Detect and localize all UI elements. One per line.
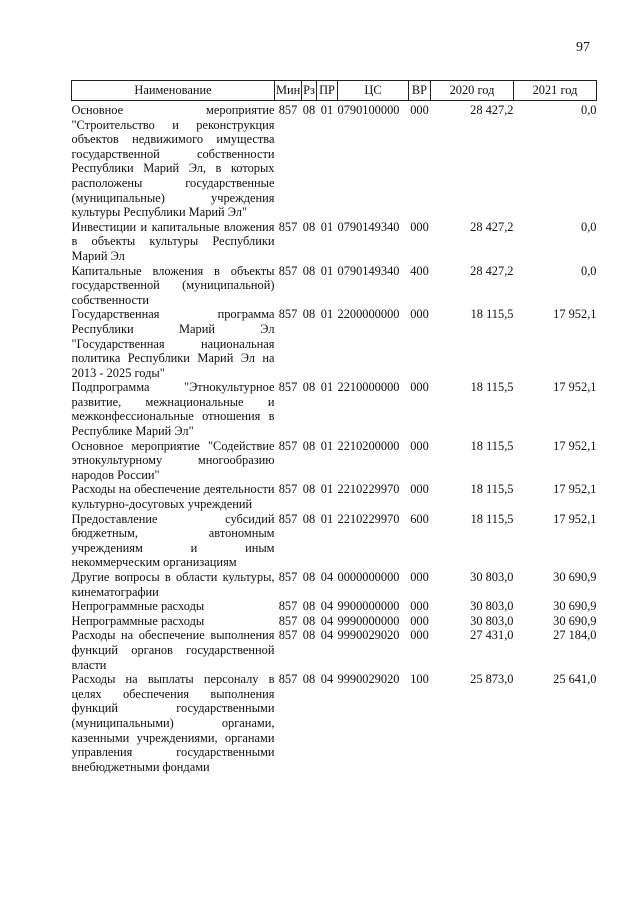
cell-y2021: 17 952,1 <box>553 307 597 322</box>
cell-y2021: 17 952,1 <box>553 482 597 497</box>
cell-min: 857 <box>278 307 298 322</box>
cell-vr: 000 <box>410 613 429 628</box>
cell-vr: 000 <box>410 438 429 453</box>
cell-y2021: 17 952,1 <box>553 438 597 453</box>
table-row <box>72 103 597 220</box>
cell-name: Подпрограмма "Этнокультурное развитие, межнациональные и межконфессиональные отношения в Республике Марий Эл" <box>71 380 275 439</box>
cell-cs: 9990029020 <box>337 628 400 643</box>
cell-min: 857 <box>278 438 298 453</box>
cell-name: Основное мероприятие "Строительство и реконструкция объектов недвижимого имущества государственной собственности Республики Марий Эл, в которых расположены государственные (муниципальные) учреждения культуры Республики Марий Эл" <box>71 103 275 220</box>
cell-pr: 01 <box>320 482 334 497</box>
cell-min: 857 <box>278 628 298 643</box>
cell-rz: 08 <box>302 103 316 117</box>
cell-y2020: 18 115,5 <box>470 482 514 497</box>
cell-min: 857 <box>278 482 298 497</box>
cell-rz: 08 <box>302 599 316 614</box>
cell-vr: 000 <box>410 103 429 117</box>
cell-rz: 08 <box>302 438 316 453</box>
cell-min: 857 <box>278 613 298 628</box>
cell-y2020: 27 431,0 <box>470 628 514 643</box>
cell-y2021: 17 952,1 <box>553 380 597 395</box>
cell-name: Предоставление субсидий бюджетным, автономным учреждениям и иным некоммерческим организациям <box>71 511 275 570</box>
table-row <box>72 628 597 672</box>
table-row <box>72 599 597 614</box>
cell-min: 857 <box>278 599 298 614</box>
cell-pr: 01 <box>320 511 334 526</box>
cell-cs: 0000000000 <box>337 570 400 584</box>
cell-y2021: 30 690,9 <box>553 599 597 614</box>
cell-cs: 2210200000 <box>337 438 400 453</box>
cell-vr: 100 <box>410 672 429 687</box>
cell-y2021: 30 690,9 <box>553 613 597 628</box>
cell-y2020: 18 115,5 <box>470 307 514 322</box>
header-name: Наименование <box>72 81 275 101</box>
cell-name: Расходы на обеспечение выполнения функций органов государственной власти <box>71 628 275 672</box>
header-min: Мин <box>275 81 302 101</box>
cell-y2021: 17 952,1 <box>553 511 597 526</box>
cell-name: Инвестиции и капитальные вложения в объекты культуры Республики Марий Эл <box>71 219 275 263</box>
cell-y2021: 0,0 <box>581 263 597 278</box>
cell-name: Капитальные вложения в объекты государственной (муниципальной) собственности <box>71 263 275 307</box>
cell-rz: 08 <box>302 628 316 643</box>
cell-cs: 0790149340 <box>337 263 400 278</box>
cell-rz: 08 <box>302 263 316 278</box>
cell-rz: 08 <box>302 613 316 628</box>
cell-vr: 000 <box>410 628 429 643</box>
cell-name: Основное мероприятие "Содействие этнокультурному многообразию народов России" <box>71 438 275 482</box>
cell-cs: 9990029020 <box>337 672 400 687</box>
cell-min: 857 <box>278 511 298 526</box>
cell-name: Расходы на выплаты персоналу в целях обеспечения выполнения функций государственными (муниципальными) органами, казенными учреждениями, органами управления государственными внебюджетными фондами <box>71 672 275 774</box>
cell-vr: 600 <box>410 511 429 526</box>
table-row <box>72 307 597 380</box>
cell-pr: 04 <box>320 613 334 628</box>
cell-y2020: 30 803,0 <box>470 599 514 614</box>
cell-min: 857 <box>278 263 298 278</box>
cell-name: Государственная программа Республики Марий Эл "Государственная национальная политика Республики Марий Эл на 2013 - 2025 годы" <box>71 307 275 380</box>
cell-cs: 9900000000 <box>337 599 400 614</box>
cell-y2021: 0,0 <box>581 219 597 234</box>
header-2021: 2021 год <box>514 81 597 101</box>
cell-pr: 04 <box>320 599 334 614</box>
cell-rz: 08 <box>302 672 316 687</box>
header-cs: ЦС <box>338 81 409 101</box>
cell-vr: 000 <box>410 599 429 614</box>
cell-y2021: 30 690,9 <box>553 570 597 584</box>
cell-y2020: 28 427,2 <box>470 263 514 278</box>
cell-vr: 000 <box>410 482 429 497</box>
cell-y2020: 30 803,0 <box>470 570 514 584</box>
cell-cs: 2210000000 <box>337 380 400 395</box>
cell-rz: 08 <box>302 482 316 497</box>
cell-vr: 400 <box>410 263 429 278</box>
table-row <box>72 512 597 570</box>
cell-cs: 2200000000 <box>337 307 400 322</box>
table-row <box>72 220 597 264</box>
cell-y2021: 27 184,0 <box>553 628 597 643</box>
cell-cs: 0790149340 <box>337 219 400 234</box>
cell-y2020: 18 115,5 <box>470 438 514 453</box>
header-vr: ВР <box>409 81 431 101</box>
cell-name: Непрограммные расходы <box>71 599 205 614</box>
cell-rz: 08 <box>302 219 316 234</box>
table-row <box>72 264 597 308</box>
cell-y2020: 25 873,0 <box>470 672 514 687</box>
cell-y2020: 28 427,2 <box>470 103 514 117</box>
table-row <box>72 614 597 629</box>
page-number: 97 <box>576 40 590 55</box>
cell-pr: 01 <box>320 438 334 453</box>
cell-pr: 01 <box>320 380 334 395</box>
cell-min: 857 <box>278 570 298 584</box>
cell-vr: 000 <box>410 307 429 322</box>
cell-min: 857 <box>278 380 298 395</box>
budget-table <box>71 80 597 774</box>
cell-min: 857 <box>278 672 298 687</box>
cell-cs: 9990000000 <box>337 613 400 628</box>
table-row <box>72 482 597 511</box>
cell-vr: 000 <box>410 219 429 234</box>
cell-rz: 08 <box>302 511 316 526</box>
cell-y2020: 18 115,5 <box>470 380 514 395</box>
cell-min: 857 <box>278 103 298 117</box>
table-row <box>72 439 597 483</box>
cell-name: Расходы на обеспечение деятельности культурно-досуговых учреждений <box>71 482 275 512</box>
table-row <box>72 570 597 599</box>
cell-rz: 08 <box>302 307 316 322</box>
header-pr: ПР <box>317 81 338 101</box>
cell-name: Непрограммные расходы <box>71 613 205 628</box>
cell-cs: 2210229970 <box>337 511 400 526</box>
cell-rz: 08 <box>302 380 316 395</box>
cell-pr: 01 <box>320 263 334 278</box>
cell-rz: 08 <box>302 570 316 584</box>
table-header-row <box>72 81 597 101</box>
table-row <box>72 380 597 438</box>
table-row <box>72 672 597 774</box>
cell-cs: 0790100000 <box>337 103 400 117</box>
cell-pr: 04 <box>320 570 334 584</box>
cell-y2020: 30 803,0 <box>470 613 514 628</box>
cell-min: 857 <box>278 219 298 234</box>
cell-pr: 01 <box>320 219 334 234</box>
cell-cs: 2210229970 <box>337 482 400 497</box>
cell-y2021: 0,0 <box>581 103 597 117</box>
cell-y2021: 25 641,0 <box>553 672 597 687</box>
cell-pr: 01 <box>320 307 334 322</box>
cell-vr: 000 <box>410 570 429 584</box>
cell-pr: 04 <box>320 628 334 643</box>
header-2020: 2020 год <box>431 81 514 101</box>
cell-name: Другие вопросы в области культуры, кинематографии <box>71 570 275 599</box>
cell-pr: 01 <box>320 103 334 117</box>
header-rz: Рз <box>302 81 317 101</box>
cell-pr: 04 <box>320 672 334 687</box>
cell-y2020: 18 115,5 <box>470 511 514 526</box>
cell-vr: 000 <box>410 380 429 395</box>
cell-y2020: 28 427,2 <box>470 219 514 234</box>
